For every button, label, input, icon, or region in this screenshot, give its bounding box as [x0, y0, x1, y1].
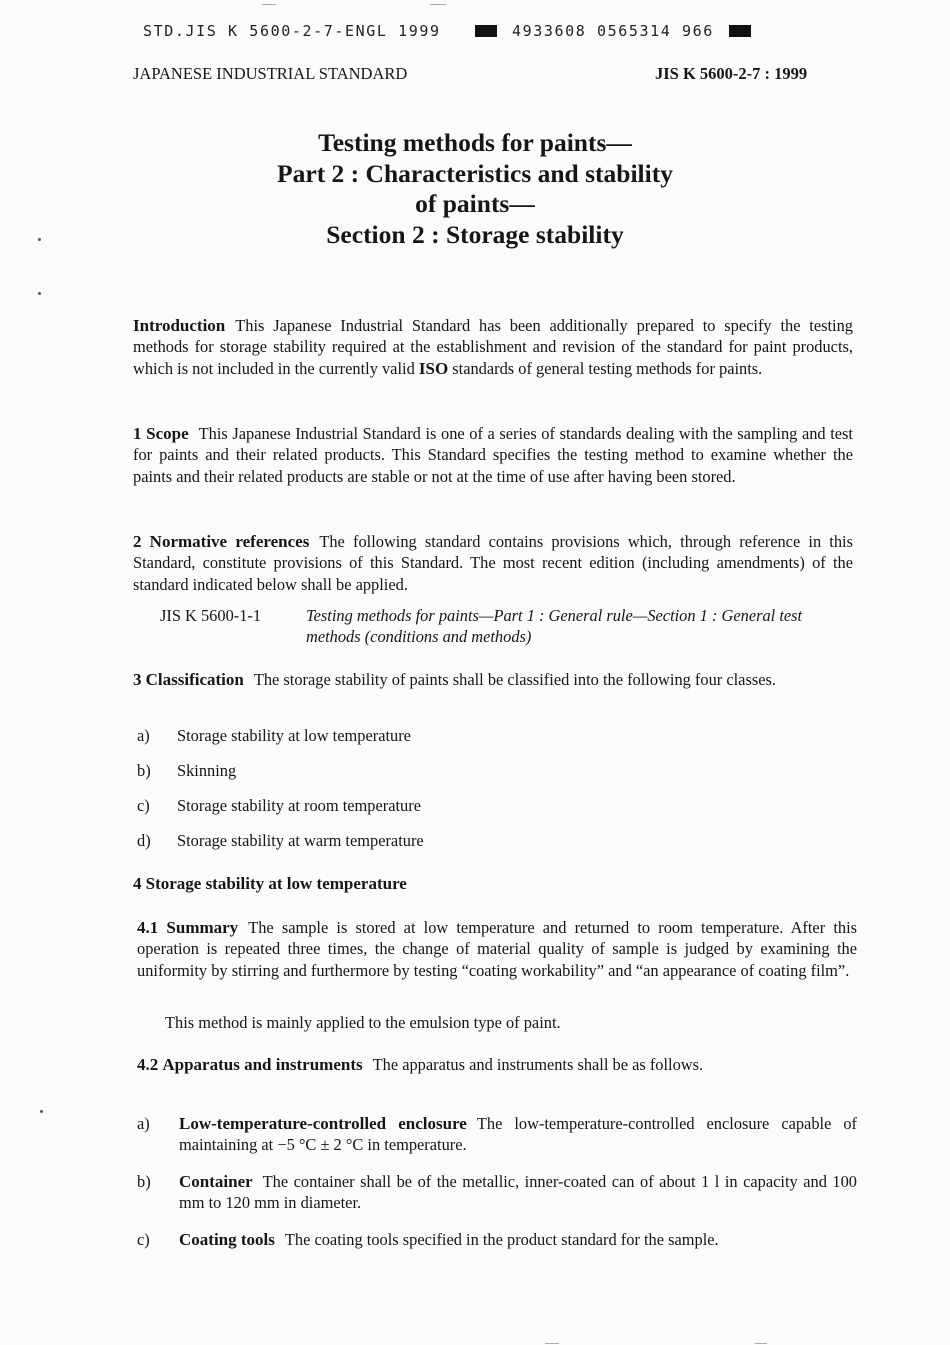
- scan-mark: [262, 4, 276, 5]
- scan-dot: [40, 1110, 43, 1113]
- reference-title: Testing methods for paints—Part 1 : General rule—Section 1 : General test methods (conditions and methods): [306, 606, 803, 647]
- section-number: 4.2: [137, 1055, 159, 1074]
- apparatus-text: The apparatus and instruments shall be as follows.: [372, 1055, 704, 1074]
- scope-text: This Japanese Industrial Standard is one of a series of standards dealing with the sampling and test for paints and their related products. This Standard specifies the testing method to examine whether the paints and their related products are stable or not at the time of use after having been stored.: [133, 424, 853, 486]
- list-text: Skinning: [177, 761, 237, 780]
- section-number: 1: [133, 424, 142, 443]
- normative-references-paragraph: [133, 531, 853, 595]
- apparatus-item: [137, 1229, 857, 1250]
- normative-reference-entry: [160, 605, 860, 648]
- stamp-right-text: 4933608 0565314 966: [511, 22, 714, 40]
- header-standard-number: JIS K 5600-2-7 : 1999: [655, 64, 808, 83]
- section-4-heading-line: [133, 873, 853, 894]
- section-number: 3: [133, 670, 142, 689]
- section-heading: Storage stability at low temperature: [145, 874, 407, 893]
- list-marker: b): [137, 761, 151, 780]
- section-heading: Scope: [146, 424, 189, 443]
- title-line: Testing methods for paints—: [318, 128, 632, 157]
- title-line: of paints—: [415, 189, 535, 218]
- introduction-text-end: standards of general testing methods for paints.: [452, 358, 763, 378]
- section-heading: Normative references: [149, 532, 310, 551]
- list-marker: a): [137, 726, 150, 745]
- reference-code: JIS K 5600-1-1: [160, 606, 262, 625]
- scan-mark: [755, 1343, 767, 1344]
- classification-text: The storage stability of paints shall be classified into the following four classes.: [253, 670, 776, 689]
- list-marker: c): [137, 796, 150, 815]
- list-marker: d): [137, 831, 151, 850]
- header-organization: JAPANESE INDUSTRIAL STANDARD: [133, 64, 408, 83]
- scan-mark: [545, 1343, 559, 1344]
- introduction-label: Introduction: [133, 316, 226, 335]
- apparatus-description: The container shall be of the metallic, inner-coated can of about 1 l in capacity and 100 mm to 120 mm in diameter.: [179, 1172, 857, 1213]
- list-text: Storage stability at warm temperature: [177, 831, 424, 850]
- introduction-text: This Japanese Industrial Standard has been additionally prepared to specify the testing methods for storage stability required at the establishment and revision of the standard for paint products, which is not included in the currently valid: [133, 316, 853, 378]
- apparatus-description: The coating tools specified in the product standard for the sample.: [284, 1230, 719, 1249]
- scan-dot: [38, 238, 41, 241]
- stamp-left-text: STD.JIS K 5600-2-7-ENGL 1999: [143, 22, 441, 40]
- list-item: [137, 830, 857, 851]
- stamp-block: [475, 25, 497, 37]
- apparatus-term: Low-temperature-controlled enclosure: [179, 1114, 467, 1133]
- list-marker: c): [137, 1230, 150, 1249]
- summary-note: This method is mainly applied to the emulsion type of paint.: [165, 1013, 561, 1032]
- list-marker: a): [137, 1114, 150, 1133]
- title-line: Part 2 : Characteristics and stability: [277, 158, 673, 188]
- list-text: Storage stability at low temperature: [177, 726, 411, 745]
- list-text: Storage stability at room temperature: [177, 796, 421, 815]
- list-item: [137, 795, 857, 816]
- iso-term: ISO: [418, 358, 449, 378]
- section-number: 4.1: [137, 918, 159, 937]
- apparatus-paragraph: [137, 1054, 857, 1075]
- list-marker: b): [137, 1172, 151, 1191]
- section-number: 4: [133, 874, 142, 893]
- apparatus-item: [137, 1113, 857, 1156]
- scan-dot: [38, 292, 41, 295]
- scan-mark: [430, 4, 446, 5]
- list-item: [137, 760, 857, 781]
- document-title: [150, 128, 800, 250]
- summary-paragraph: [137, 917, 857, 981]
- apparatus-term: Container: [179, 1172, 253, 1191]
- normative-text: The following standard contains provisions which, through reference in this Standard, constitute provisions of this Standard. The most recent edition (including amendments) of the standard indicated below shall be applied.: [133, 532, 853, 594]
- section-heading: Summary: [166, 918, 239, 937]
- apparatus-item: [137, 1171, 857, 1214]
- section-number: 2: [133, 532, 142, 551]
- apparatus-description: The low-temperature-controlled enclosure capable of maintaining at −5 °C ± 2 °C in temperature.: [179, 1114, 857, 1155]
- section-heading: Apparatus and instruments: [162, 1055, 363, 1074]
- stamp-block: [729, 25, 751, 37]
- list-item: [137, 725, 857, 746]
- document-stamp: [143, 22, 755, 40]
- section-heading: Classification: [145, 670, 244, 689]
- introduction-paragraph: [133, 315, 853, 379]
- scope-paragraph: [133, 423, 853, 487]
- apparatus-term: Coating tools: [179, 1230, 275, 1249]
- classification-paragraph: [133, 669, 853, 690]
- title-line: Section 2 : Storage stability: [326, 219, 624, 249]
- summary-text: The sample is stored at low temperature and returned to room temperature. After this operation is repeated three times, the change of material quality of sample is judged by examining the uniformity by stirring and furthermore by testing “coating workability” and “an appearance of coating film”.: [137, 918, 857, 980]
